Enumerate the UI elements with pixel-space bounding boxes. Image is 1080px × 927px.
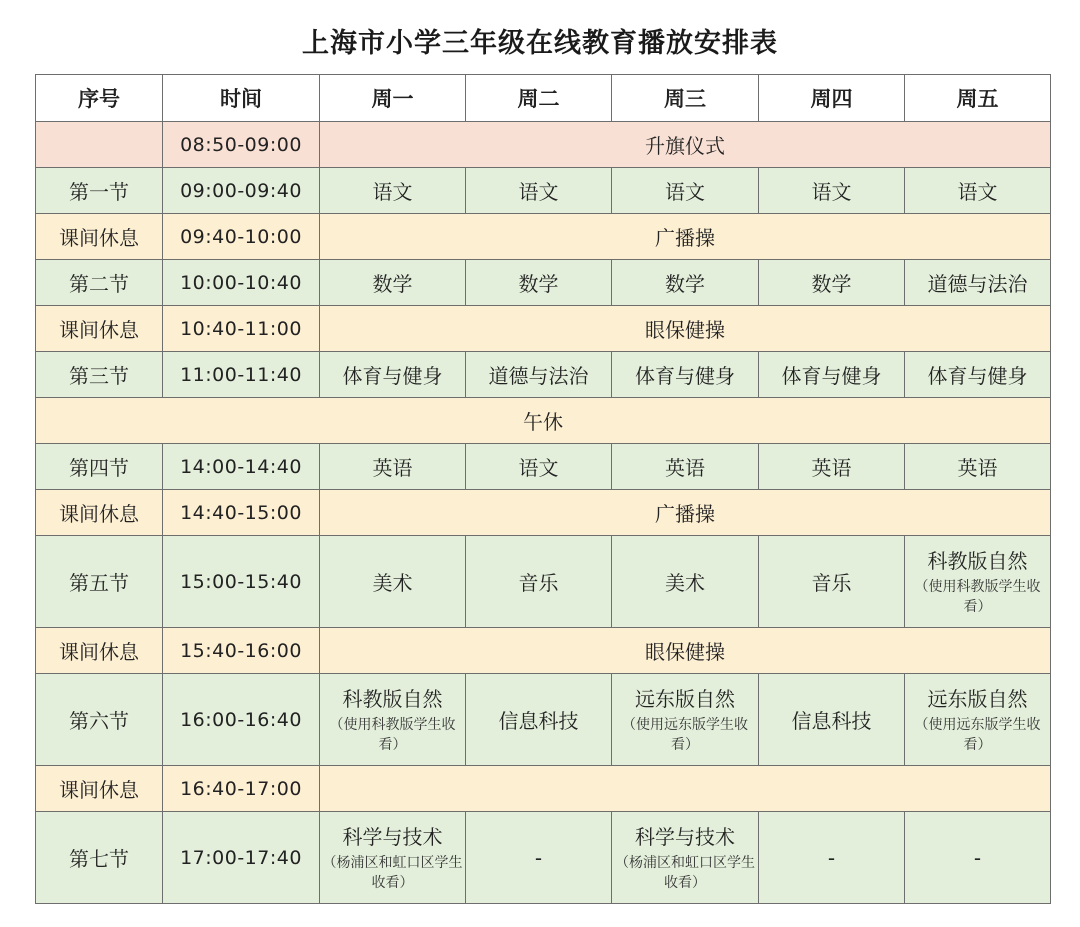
table-row: [36, 214, 1051, 260]
subject-name: 科教版自然: [927, 548, 1028, 573]
subject-cell: 体育与健身: [320, 352, 466, 398]
row-label: 第三节: [36, 352, 163, 398]
header-thursday: 周四: [759, 75, 905, 122]
subject-cell: 体育与健身: [612, 352, 759, 398]
subject-cell: 数学: [759, 260, 905, 306]
subject-cell: 音乐: [759, 536, 905, 628]
table-row: [36, 812, 1051, 904]
span-activity: 广播操: [320, 490, 1051, 536]
span-activity: 广播操: [320, 214, 1051, 260]
subject-cell: [905, 674, 1051, 766]
header-number: 序号: [36, 75, 163, 122]
subject-name: 远东版自然: [635, 686, 735, 711]
row-time: 10:40-11:00: [163, 306, 320, 352]
header-friday: 周五: [905, 75, 1051, 122]
span-activity: 升旗仪式: [320, 122, 1051, 168]
row-label: 课间休息: [36, 214, 163, 260]
table-row: [36, 628, 1051, 674]
subject-cell: -: [466, 812, 612, 904]
table-row: [36, 536, 1051, 628]
row-time: 11:00-11:40: [163, 352, 320, 398]
row-label: 第一节: [36, 168, 163, 214]
subject-cell: 语文: [320, 168, 466, 214]
subject-cell: 音乐: [466, 536, 612, 628]
subject-cell: -: [759, 812, 905, 904]
table-row: [36, 352, 1051, 398]
subject-cell: [612, 812, 759, 904]
subject-cell: 语文: [612, 168, 759, 214]
subject-note: （杨浦区和虹口区学生收看）: [322, 854, 463, 891]
row-time: 16:40-17:00: [163, 766, 320, 812]
subject-cell: 数学: [612, 260, 759, 306]
table-header-row: [36, 75, 1051, 122]
row-label: 课间休息: [36, 490, 163, 536]
header-monday: 周一: [320, 75, 466, 122]
table-row: [36, 444, 1051, 490]
subject-name: 科学与技术: [635, 824, 735, 849]
subject-name: 科学与技术: [342, 824, 443, 849]
subject-cell: 美术: [320, 536, 466, 628]
table-row: [36, 168, 1051, 214]
subject-cell: 英语: [905, 444, 1051, 490]
subject-cell: 体育与健身: [905, 352, 1051, 398]
header-time: 时间: [163, 75, 320, 122]
subject-cell: [905, 536, 1051, 628]
subject-cell: 信息科技: [466, 674, 612, 766]
span-activity: [320, 766, 1051, 812]
row-label: 第五节: [36, 536, 163, 628]
subject-cell: 英语: [759, 444, 905, 490]
row-time: 14:00-14:40: [163, 444, 320, 490]
page-title: 上海市小学三年级在线教育播放安排表: [302, 28, 778, 59]
row-time: 10:00-10:40: [163, 260, 320, 306]
row-time: 16:00-16:40: [163, 674, 320, 766]
subject-cell: 语文: [759, 168, 905, 214]
row-time: 17:00-17:40: [163, 812, 320, 904]
span-activity: 眼保健操: [320, 628, 1051, 674]
table-row: [36, 260, 1051, 306]
row-label: 第六节: [36, 674, 163, 766]
subject-cell: 数学: [466, 260, 612, 306]
row-time: 08:50-09:00: [163, 122, 320, 168]
lunch-break: 午休: [36, 398, 1051, 444]
subject-name: 远东版自然: [927, 686, 1028, 711]
subject-cell: 语文: [466, 444, 612, 490]
subject-cell: 体育与健身: [759, 352, 905, 398]
subject-cell: [612, 674, 759, 766]
table-row: [36, 766, 1051, 812]
subject-cell: 道德与法治: [466, 352, 612, 398]
span-activity: 眼保健操: [320, 306, 1051, 352]
row-label: 课间休息: [36, 628, 163, 674]
row-label: 第二节: [36, 260, 163, 306]
subject-cell: 英语: [320, 444, 466, 490]
row-time: 14:40-15:00: [163, 490, 320, 536]
subject-cell: 英语: [612, 444, 759, 490]
row-label: 第四节: [36, 444, 163, 490]
subject-cell: 道德与法治: [905, 260, 1051, 306]
table-row: [36, 306, 1051, 352]
table-row: [36, 398, 1051, 444]
subject-note: （使用科教版学生收看）: [914, 578, 1041, 615]
row-label: 第七节: [36, 812, 163, 904]
row-label: 课间休息: [36, 766, 163, 812]
subject-cell: 美术: [612, 536, 759, 628]
subject-note: （使用科教版学生收看）: [329, 716, 456, 753]
subject-cell: -: [905, 812, 1051, 904]
table-row: [36, 674, 1051, 766]
row-time: 09:00-09:40: [163, 168, 320, 214]
subject-note: （使用远东版学生收看）: [622, 716, 748, 753]
row-time: 09:40-10:00: [163, 214, 320, 260]
row-time: 15:40-16:00: [163, 628, 320, 674]
schedule-table: [35, 74, 1051, 904]
subject-note: （杨浦区和虹口区学生收看）: [615, 854, 755, 891]
subject-cell: 信息科技: [759, 674, 905, 766]
table-row: [36, 122, 1051, 168]
row-label: 课间休息: [36, 306, 163, 352]
row-label: [36, 122, 163, 168]
header-tuesday: 周二: [466, 75, 612, 122]
subject-cell: [320, 674, 466, 766]
subject-name: 科教版自然: [342, 686, 443, 711]
subject-cell: 数学: [320, 260, 466, 306]
subject-cell: 语文: [466, 168, 612, 214]
subject-cell: [320, 812, 466, 904]
table-row: [36, 490, 1051, 536]
subject-cell: 语文: [905, 168, 1051, 214]
subject-note: （使用远东版学生收看）: [914, 716, 1041, 753]
row-time: 15:00-15:40: [163, 536, 320, 628]
header-wednesday: 周三: [612, 75, 759, 122]
